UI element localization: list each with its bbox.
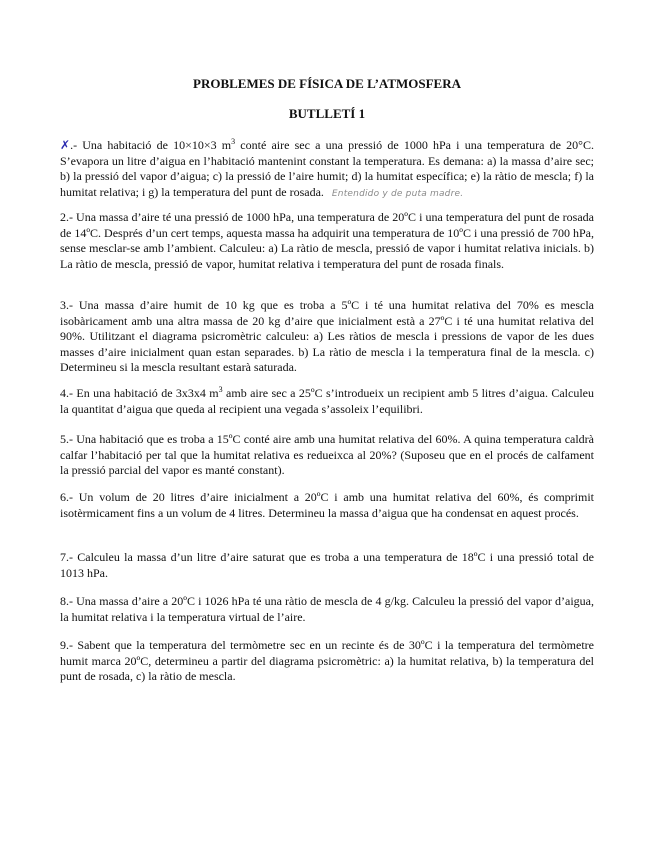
- problem-1: [60, 138, 594, 202]
- problem-1-text-b: conté aire sec a una pressió de 1000 hPa i una temperatura de 20°C. S’evapora un litre d’aigua en l’habitació mantenint constant la temperatura. Es demana: a) la massa d’aire sec; b) la pressió del vapor d’aigua; c) la pressió de l’aire humit; d) la humitat específica; e) la ràtio de mescla; f) la humitat relativa; i g) la temperatura del punt de rosada.: [60, 138, 594, 199]
- problem-4-superscript: 3: [218, 385, 223, 394]
- handwritten-note: Entendido y de puta madre.: [331, 188, 464, 199]
- handwritten-cross-mark: ✗: [60, 138, 71, 152]
- problem-8: 8.- Una massa d’aire a 20ºC i 1026 hPa té una ràtio de mescla de 4 g/kg. Calculeu la pressió del vapor d’aigua, la humitat relativa i la temperatura virtual de l’aire.: [60, 594, 594, 624]
- problem-2: 2.- Una massa d’aire té una pressió de 1000 hPa, una temperatura de 20ºC i una temperatura del punt de rosada de 14ºC. Després d’un cert temps, aquesta massa ha adquirit una temperatura de 10ºC i una pressió de 700 hPa, sense mesclar-se amb l’ambient. Calculeu: a) La ràtio de mescla, pressió de vapor i humitat relativa inicials. b) La ràtio de mescla, pressió de vapor, humitat relativa i temperatura del punt de rosada finals.: [60, 210, 594, 271]
- problem-1-text-a: .- Una habitació de 10×10×3 m: [70, 138, 232, 152]
- page-subtitle: BUTLLETÍ 1: [288, 106, 366, 121]
- problem-7: 7.- Calculeu la massa d’un litre d’aire saturat que es troba a una temperatura de 18ºC i una pressió total de 1013 hPa.: [60, 550, 594, 580]
- problem-5: 5.- Una habitació que es troba a 15ºC conté aire amb una humitat relativa del 60%. A quina temperatura caldrà calfar l’habitació per tal que la humitat relativa es redueixca al 20%? (Suposeu que en el procés de calfament la pressió parcial del vapor es manté constant).: [60, 432, 594, 478]
- problem-6: 6.- Un volum de 20 litres d’aire inicialment a 20ºC i amb una humitat relativa del 60%, és comprimit isotèrmicament fins a un volum de 4 litres. Determineu la massa d’aigua que ha condensat en aquest procés.: [60, 490, 594, 520]
- problem-9: 9.- Sabent que la temperatura del termòmetre sec en un recinte és de 30ºC i la temperatura del termòmetre humit marca 20ºC, determineu a partir del diagrama psicromètric: a) la humitat relativa, b) la temperatura del punt de rosada, c) la ràtio de mescla.: [60, 638, 594, 684]
- problem-1-superscript: 3: [231, 137, 236, 146]
- problem-4-text-a: 4.- En una habitació de 3x3x4 m: [60, 386, 219, 400]
- page-title: PROBLEMES DE FÍSICA DE L’ATMOSFERA: [193, 76, 461, 91]
- problem-4: [60, 386, 594, 417]
- problem-3: 3.- Una massa d’aire humit de 10 kg que es troba a 5ºC i té una humitat relativa del 70% es mescla isobàricament amb una altra massa de 20 kg d’aire que inicialment està a 27ºC i té una humitat relativa del 90%. Utilitzant el diagrama psicromètric calculeu: a) Les ràtios de mescla i pressions de vapor de les dues masses d’aire inicialment quan estan separades. b) La ràtio de mescla i la temperatura final de la mescla. c) Determineu si la mescla resultant estarà saturada.: [60, 298, 594, 375]
- problem-4-text-b: amb aire sec a 25ºC s’introdueix un recipient amb 5 litres d’aigua. Calculeu la quantitat d’aigua que queda al recipient una vegada s’assoleix l’equilibri.: [60, 386, 594, 416]
